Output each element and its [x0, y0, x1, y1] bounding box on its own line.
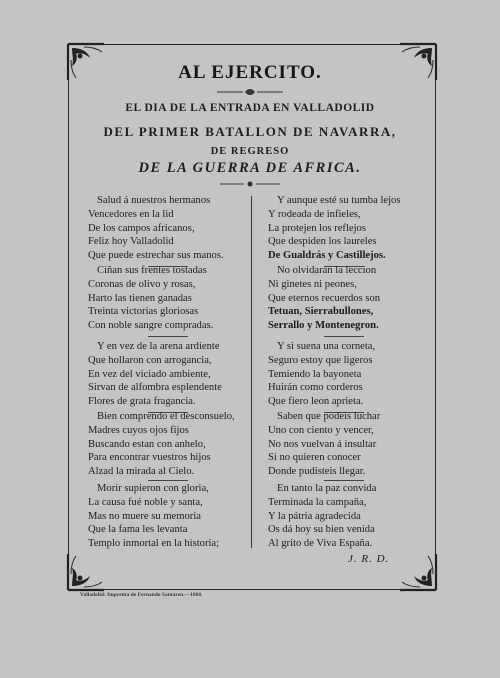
- verse-line: Buscando estan con anhelo,: [88, 438, 206, 450]
- verse-line: Vencedores en la lid: [88, 208, 174, 220]
- verse-line: Uno con ciento y vencer,: [268, 424, 374, 436]
- verse-line: Morir supieron con gloria,: [97, 483, 209, 494]
- verse-line: Que fiero leon aprieta.: [268, 396, 364, 408]
- verse-line: Alzad la mirada al Cielo.: [88, 466, 195, 478]
- verse-line: De los campos africanos,: [88, 222, 195, 234]
- stanza-left-5: [88, 482, 248, 551]
- corner-ornament-bottom-right: [398, 552, 438, 592]
- verse-line: Coronas de olivo y rosas,: [88, 278, 196, 290]
- verse-line: Si no quieren conocer: [268, 452, 361, 464]
- verse-line: Y si suena una corneta,: [277, 341, 376, 352]
- stanza-separator: [324, 480, 364, 481]
- verse-line: Bien comprendo el desconsuelo,: [97, 411, 235, 422]
- verse-line: Y en vez de la arena ardiente: [97, 341, 220, 352]
- verse-line: Temiendo la bayoneta: [268, 368, 362, 380]
- stanza-right-4: [268, 410, 428, 479]
- verse-line: Para encontrar vuestros hijos: [88, 452, 211, 464]
- title-rule-ornament: [215, 88, 285, 96]
- verse-line: Y rodeada de infieles,: [268, 208, 361, 220]
- subtitle-line-1: EL DIA DE LA ENTRADA EN VALLADOLID: [125, 102, 375, 114]
- verse-line: No nos vuelvan á insultar: [268, 438, 377, 450]
- verse-line: La causa fué noble y santa,: [88, 496, 203, 508]
- stanza-right-2: [268, 264, 428, 333]
- verse-line: Madres cuyos ojos fijos: [88, 424, 189, 436]
- stanza-right-1: [268, 194, 428, 263]
- stanza-right-5: [268, 482, 428, 551]
- subtitle-line-4: DE LA GUERRA DE AFRICA.: [138, 160, 362, 176]
- verse-line: Huirán como corderos: [268, 382, 363, 394]
- corner-ornament-bottom-left: [66, 552, 106, 592]
- verse-line: La protejen los reflejos: [268, 222, 366, 234]
- verse-line: Templo inmortal en la historia;: [88, 538, 220, 550]
- verse-line: De Gualdrás y Castillejos.: [268, 250, 386, 262]
- verse-line: Al grito de Viva España.: [268, 538, 373, 550]
- poem-title: AL EJERCITO.: [178, 62, 322, 83]
- verse-line: Salud á nuestros hermanos: [97, 195, 211, 206]
- stanza-separator: [324, 336, 364, 337]
- verse-line: En vez del viciado ambiente,: [88, 368, 211, 380]
- stanza-left-4: [88, 410, 248, 479]
- verse-line: Ciñan sus frentes tostadas: [97, 265, 207, 276]
- verse-line: Saben que podeis luchar: [277, 411, 381, 422]
- verse-line: Serrallo y Montenegron.: [268, 320, 379, 332]
- subtitle-line-2: DEL PRIMER BATALLON DE NAVARRA,: [103, 124, 397, 139]
- stanza-separator: [148, 336, 188, 337]
- verse-line: Donde pudisteis llegar.: [268, 466, 366, 478]
- stanza-separator: [148, 480, 188, 481]
- verse-line: Que la fama les levanta: [88, 524, 188, 536]
- printer-imprint: Valladolid: Imprenta de Fernando Santaren.—1860.: [80, 592, 203, 598]
- stanza-left-2: [88, 264, 248, 333]
- subtitle-rule-ornament: [218, 180, 282, 188]
- verse-line: En tanto la paz convida: [277, 483, 377, 494]
- verse-line: Que despiden los laureles: [268, 236, 377, 248]
- verse-line: Tetuan, Sierrabullones,: [268, 306, 374, 318]
- verse-line: Flores de grata fragancia.: [88, 396, 196, 408]
- verse-line: Os dá hoy su bien venida: [268, 524, 375, 536]
- verse-line: Con noble sangre compradas.: [88, 320, 214, 332]
- verse-line: Treinta victorias gloriosas: [88, 306, 199, 318]
- verse-line: Que hollaron con arrogancia,: [88, 354, 212, 366]
- verse-line: Sirvan de alfombra esplendente: [88, 382, 222, 394]
- verse-line: Mas no muere su memoria: [88, 510, 201, 522]
- verse-line: Harto las tienen ganadas: [88, 292, 192, 304]
- subtitle-line-3: DE REGRESO: [210, 146, 290, 157]
- verse-line: Feliz hoy Valladolid: [88, 236, 174, 248]
- verse-line: Terminada la campaña,: [268, 496, 367, 508]
- verse-line: Ni ginetes ni peones,: [268, 278, 357, 290]
- stanza-left-3: [88, 340, 248, 409]
- author-signature: J. R. D.: [348, 553, 390, 565]
- verse-line: Seguro estoy que ligeros: [268, 354, 373, 366]
- column-divider: [251, 196, 252, 548]
- stanza-right-3: [268, 340, 428, 409]
- verse-line: Que puede estrechar sus manos.: [88, 250, 224, 262]
- verse-line: Y aunque esté su tumba lejos: [277, 195, 401, 206]
- verse-line: Que eternos recuerdos son: [268, 292, 381, 304]
- verse-line: No olvidarán la leccion: [277, 265, 377, 276]
- stanza-left-1: [88, 194, 248, 263]
- verse-line: Y la pátria agradecida: [268, 510, 361, 522]
